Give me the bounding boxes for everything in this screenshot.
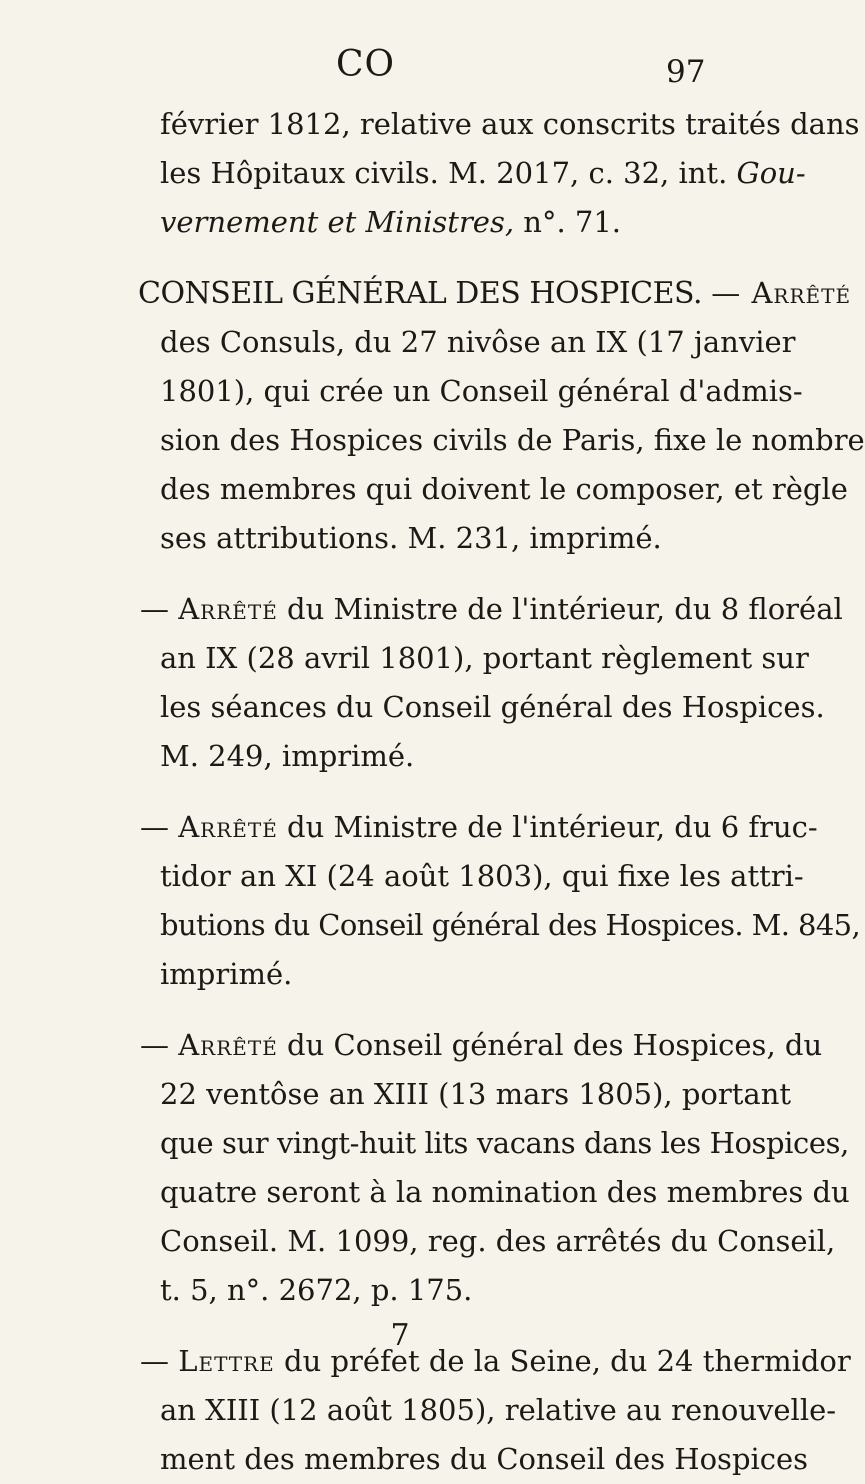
- dash: —: [140, 1344, 169, 1378]
- text-line: tidor an XI (24 août 1803), qui fixe les attri-: [160, 859, 804, 893]
- paragraph-3: [140, 585, 843, 781]
- entry-label: Arrêté: [178, 810, 278, 844]
- text-line: butions du Conseil général des Hospices. M. 845,: [160, 908, 861, 942]
- text-span: n°. 71.: [514, 205, 622, 239]
- text-line: [140, 585, 843, 634]
- text-line: [160, 149, 806, 198]
- text-line: sion des Hospices civils de Paris, fixe le nombre: [160, 423, 865, 457]
- text-line: ses attributions. M. 231, imprimé.: [160, 521, 662, 555]
- entry-label: Lettre: [178, 1344, 275, 1378]
- paragraph-1: [160, 100, 860, 247]
- signature-mark: 7: [390, 1318, 410, 1353]
- italic-span: vernement et Ministres,: [160, 205, 515, 239]
- text-line: février 1812, relative aux conscrits traités dans: [160, 107, 860, 141]
- text-line: que sur vingt-huit lits vacans dans les Hospices,: [160, 1126, 849, 1160]
- dash: —: [140, 592, 169, 626]
- paragraph-4: [140, 803, 861, 999]
- section-heading: CONSEIL GÉNÉRAL DES HOSPICES.: [138, 276, 703, 311]
- text-line: an IX (28 avril 1801), portant règlement sur: [160, 641, 809, 675]
- text-span: du préfet de la Seine, du 24 thermidor: [274, 1344, 851, 1378]
- entry-label: Arrêté: [178, 1028, 278, 1062]
- paragraph-5: [140, 1021, 850, 1315]
- text-line: ment des membres du Conseil des Hospices: [160, 1442, 809, 1476]
- text-span: les Hôpitaux civils. M. 2017, c. 32, int.: [160, 156, 737, 190]
- text-line: des Consuls, du 27 nivôse an IX (17 janvier: [160, 325, 796, 359]
- text-line: t. 5, n°. 2672, p. 175.: [160, 1273, 473, 1307]
- text-line: 1801), qui crée un Conseil général d'admis-: [160, 374, 803, 408]
- text-line: imprimé.: [160, 957, 293, 991]
- text-line: M. 249, imprimé.: [160, 739, 415, 773]
- text-line: Conseil. M. 1099, reg. des arrêtés du Conseil,: [160, 1224, 836, 1258]
- text-line: [138, 269, 852, 318]
- text-line: an XIII (12 août 1805), relative au renouvelle-: [160, 1393, 837, 1427]
- text-line: [160, 198, 760, 247]
- text-span: du Ministre de l'intérieur, du 8 floréal: [277, 592, 843, 626]
- paragraph-6: [140, 1337, 851, 1484]
- body-text: [138, 100, 865, 1484]
- text-line: 22 ventôse an XIII (13 mars 1805), portant: [160, 1077, 792, 1111]
- entry-label: Arrêté: [178, 592, 278, 626]
- dash: —: [140, 810, 169, 844]
- page-header: [0, 38, 800, 98]
- dash: —: [140, 1028, 169, 1062]
- page-number: 97: [666, 54, 706, 90]
- text-line: [140, 803, 818, 852]
- running-head: CO: [336, 44, 396, 85]
- text-span: du Conseil général des Hospices, du: [277, 1028, 823, 1062]
- italic-span: Gou-: [736, 156, 806, 190]
- text-line: des membres qui doivent le composer, et règle: [160, 472, 848, 506]
- text-span: du Ministre de l'intérieur, du 6 fruc-: [277, 810, 818, 844]
- text-line: quatre seront à la nomination des membres du: [160, 1175, 850, 1209]
- text-line: [140, 1021, 823, 1070]
- paragraph-2: [138, 269, 865, 563]
- entry-label: — Arrêté: [711, 276, 852, 310]
- text-line: les séances du Conseil général des Hospices.: [160, 690, 825, 724]
